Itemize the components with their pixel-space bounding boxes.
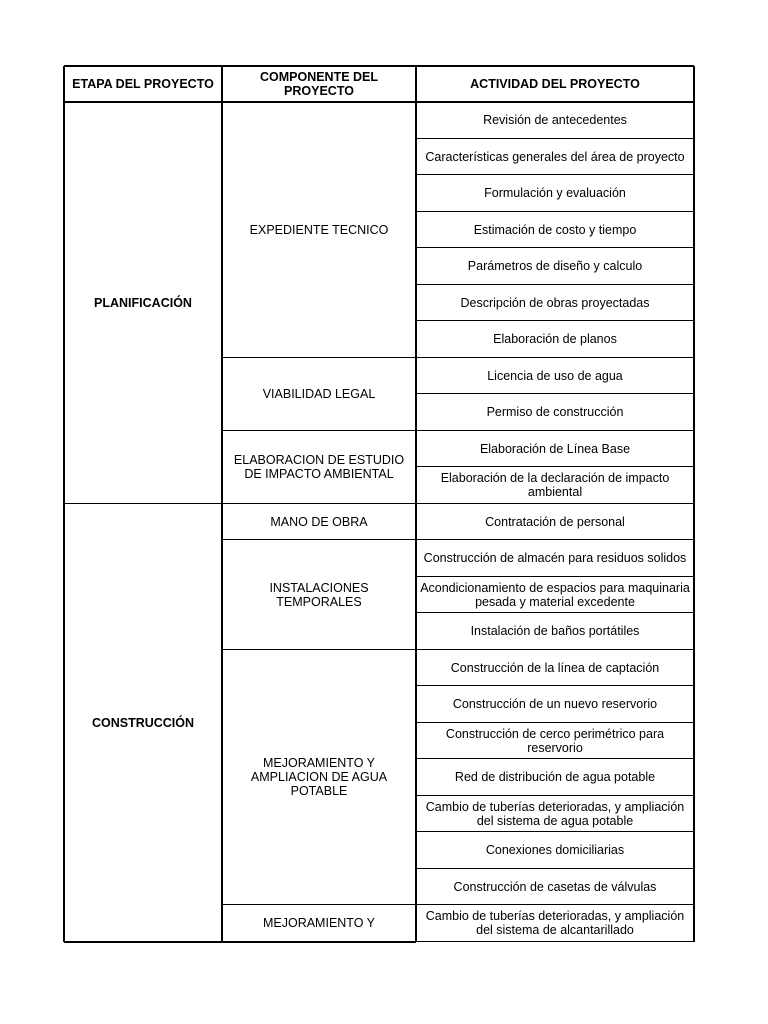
activity-cell: Instalación de baños portátiles xyxy=(416,613,694,650)
activity-cell: Características generales del área de proyecto xyxy=(416,139,694,176)
header-component: COMPONENTE DEL PROYECTO xyxy=(222,66,416,102)
activity-cell: Permiso de construcción xyxy=(416,394,694,431)
activity-cell: Cambio de tuberías deterioradas, y ampliación del sistema de alcantarillado xyxy=(416,905,694,942)
grid-line xyxy=(415,66,417,942)
activity-cell: Revisión de antecedentes xyxy=(416,102,694,139)
component-cell: VIABILIDAD LEGAL xyxy=(222,358,416,431)
stage-cell: CONSTRUCCIÓN xyxy=(64,504,222,942)
component-cell: ELABORACION DE ESTUDIO DE IMPACTO AMBIENTAL xyxy=(222,431,416,504)
grid-line xyxy=(222,941,416,943)
activity-cell: Elaboración de planos xyxy=(416,321,694,358)
activity-cell: Construcción de casetas de válvulas xyxy=(416,869,694,906)
activity-cell: Cambio de tuberías deterioradas, y ampliación del sistema de agua potable xyxy=(416,796,694,833)
activity-cell: Red de distribución de agua potable xyxy=(416,759,694,796)
activity-cell: Construcción de la línea de captación xyxy=(416,650,694,687)
grid-line xyxy=(64,941,222,943)
grid-line xyxy=(64,101,694,103)
header-activity: ACTIVIDAD DEL PROYECTO xyxy=(416,66,694,102)
activity-cell: Parámetros de diseño y calculo xyxy=(416,248,694,285)
grid-line xyxy=(64,65,694,67)
component-cell: MEJORAMIENTO Y AMPLIACION DE AGUA POTABLE xyxy=(222,650,416,906)
grid-line xyxy=(63,66,65,942)
activity-cell: Estimación de costo y tiempo xyxy=(416,212,694,249)
grid-line xyxy=(416,941,694,943)
activity-cell: Formulación y evaluación xyxy=(416,175,694,212)
component-cell: MANO DE OBRA xyxy=(222,504,416,541)
activity-cell: Construcción de un nuevo reservorio xyxy=(416,686,694,723)
activity-cell: Acondicionamiento de espacios para maquinaria pesada y material excedente xyxy=(416,577,694,614)
activity-cell: Construcción de cerco perimétrico para reservorio xyxy=(416,723,694,760)
activity-cell: Elaboración de Línea Base xyxy=(416,431,694,468)
activity-cell: Construcción de almacén para residuos solidos xyxy=(416,540,694,577)
grid-line xyxy=(221,66,223,942)
component-cell: EXPEDIENTE TECNICO xyxy=(222,102,416,358)
component-cell: INSTALACIONES TEMPORALES xyxy=(222,540,416,650)
activity-cell: Descripción de obras proyectadas xyxy=(416,285,694,322)
activity-cell: Licencia de uso de agua xyxy=(416,358,694,395)
activity-cell: Contratación de personal xyxy=(416,504,694,541)
activity-cell: Elaboración de la declaración de impacto ambiental xyxy=(416,467,694,504)
activity-cell: Conexiones domiciliarias xyxy=(416,832,694,869)
grid-line xyxy=(693,66,695,942)
component-cell: MEJORAMIENTO Y xyxy=(222,905,416,942)
stage-cell: PLANIFICACIÓN xyxy=(64,102,222,504)
header-stage: ETAPA DEL PROYECTO xyxy=(64,66,222,102)
